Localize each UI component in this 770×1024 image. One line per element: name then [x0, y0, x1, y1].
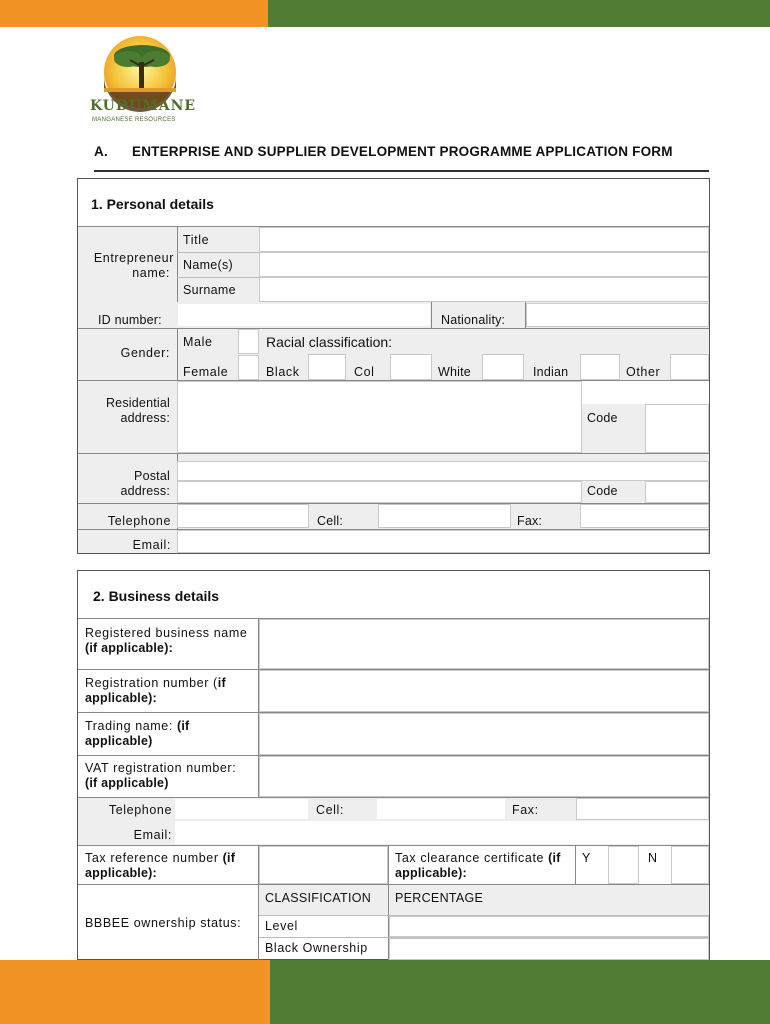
header-bar-green	[268, 0, 770, 27]
classification-header: CLASSIFICATION	[265, 891, 372, 905]
email-label: Email:	[132, 538, 171, 552]
id-number-label: ID number:	[98, 313, 162, 327]
level-percentage-input[interactable]	[389, 916, 709, 937]
race-black-label: Black	[266, 365, 300, 379]
header-bar-orange	[0, 0, 268, 27]
black-ownership-label: Black Ownership	[265, 941, 368, 955]
tax-clearance-n-label: N	[648, 851, 658, 865]
race-white-checkbox[interactable]	[482, 354, 524, 380]
tax-clearance-label-1: Tax clearance certificate (if	[395, 851, 561, 865]
registered-name-label-1: Registered business name	[85, 626, 248, 640]
id-number-input[interactable]	[177, 303, 431, 327]
entrepreneur-label-2: name:	[132, 266, 170, 280]
male-checkbox[interactable]	[238, 329, 259, 354]
telephone-label: Telephone	[107, 514, 171, 528]
cell-input[interactable]	[378, 504, 511, 528]
tax-clearance-n-checkbox[interactable]	[671, 846, 709, 884]
business-cell-input[interactable]	[376, 798, 506, 820]
section-heading-business: 2. Business details	[93, 588, 220, 604]
residential-code-input[interactable]	[645, 404, 709, 453]
form-title: ENTERPRISE AND SUPPLIER DEVELOPMENT PROGRAMME APPLICATION FORM	[132, 144, 673, 159]
registration-number-label-1: Registration number (if	[85, 676, 226, 690]
postal-label-2: address:	[120, 484, 170, 498]
business-cell-label: Cell:	[316, 803, 345, 817]
footer-bar-orange	[0, 960, 270, 1024]
section-letter: A.	[94, 144, 108, 159]
fax-input[interactable]	[580, 504, 709, 528]
racial-classification-label: Racial classification:	[266, 334, 393, 350]
names-label: Name(s)	[183, 258, 234, 272]
business-telephone-input[interactable]	[174, 798, 309, 820]
nationality-label: Nationality:	[441, 313, 506, 327]
registration-number-label-2: applicable):	[85, 691, 157, 705]
telephone-input[interactable]	[177, 504, 309, 528]
business-fax-label: Fax:	[512, 803, 539, 817]
residential-code-label: Code	[587, 411, 618, 425]
cell-label: Cell:	[317, 514, 344, 528]
residential-address-input[interactable]	[177, 381, 582, 453]
black-ownership-percentage-input[interactable]	[389, 938, 709, 960]
trading-name-label-2: applicable)	[85, 734, 153, 748]
race-other-checkbox[interactable]	[670, 354, 709, 380]
gender-label: Gender:	[120, 346, 170, 360]
tax-clearance-y-checkbox[interactable]	[608, 846, 639, 884]
registration-number-input[interactable]	[259, 670, 709, 712]
personal-details-section	[77, 178, 710, 554]
postal-label-1: Postal	[134, 469, 170, 483]
business-details-section	[77, 570, 710, 960]
tax-clearance-y-label: Y	[582, 851, 591, 865]
surname-label: Surname	[183, 283, 236, 297]
logo-name: KUDUMANE	[90, 98, 197, 114]
level-label: Level	[265, 919, 298, 933]
race-other-label: Other	[626, 365, 661, 379]
female-checkbox[interactable]	[238, 355, 259, 380]
male-label: Male	[183, 335, 213, 349]
business-email-input[interactable]	[174, 820, 709, 845]
business-telephone-label: Telephone	[108, 803, 172, 817]
postal-code-label: Code	[587, 484, 618, 498]
business-fax-input[interactable]	[576, 798, 709, 820]
fax-label: Fax:	[517, 514, 543, 528]
entrepreneur-label-1: Entrepreneur	[93, 251, 174, 265]
vat-label-2: (if applicable)	[85, 776, 169, 790]
female-label: Female	[183, 365, 229, 379]
postal-address-input[interactable]	[177, 461, 709, 481]
residential-label-1: Residential	[105, 396, 170, 410]
vat-label-1: VAT registration number:	[85, 761, 237, 775]
race-white-label: White	[438, 365, 471, 379]
residential-label-2: address:	[120, 411, 170, 425]
tax-reference-label-2: applicable):	[85, 866, 157, 880]
race-indian-label: Indian	[533, 365, 569, 379]
tax-clearance-label-2: applicable):	[395, 866, 467, 880]
section-heading-personal: 1. Personal details	[91, 196, 214, 212]
title-input[interactable]	[259, 227, 709, 252]
names-input[interactable]	[259, 252, 709, 277]
percentage-header: PERCENTAGE	[395, 891, 484, 905]
footer-bar-green	[270, 960, 770, 1024]
trading-name-label-1: Trading name: (if	[85, 719, 190, 733]
bbbee-label: BBBEE ownership status:	[85, 916, 242, 930]
race-indian-checkbox[interactable]	[580, 354, 620, 380]
title-label: Title	[183, 233, 210, 247]
race-col-label: Col	[354, 365, 375, 379]
email-input[interactable]	[177, 530, 709, 553]
nationality-input[interactable]	[526, 303, 709, 327]
race-black-checkbox[interactable]	[308, 354, 346, 380]
tax-reference-label-1: Tax reference number (if	[85, 851, 236, 865]
tax-reference-input[interactable]	[259, 846, 388, 884]
postal-code-input[interactable]	[645, 481, 709, 503]
postal-address-input-2[interactable]	[177, 481, 582, 503]
trading-name-input[interactable]	[259, 713, 709, 755]
business-email-label: Email:	[133, 828, 172, 842]
surname-input[interactable]	[259, 277, 709, 302]
logo-tagline: MANGANESE RESOURCES	[92, 117, 176, 123]
vat-number-input[interactable]	[259, 756, 709, 797]
registered-name-input[interactable]	[259, 619, 709, 669]
title-underline	[94, 170, 709, 172]
registered-name-label-2: (if applicable):	[85, 641, 173, 655]
race-col-checkbox[interactable]	[390, 354, 432, 380]
